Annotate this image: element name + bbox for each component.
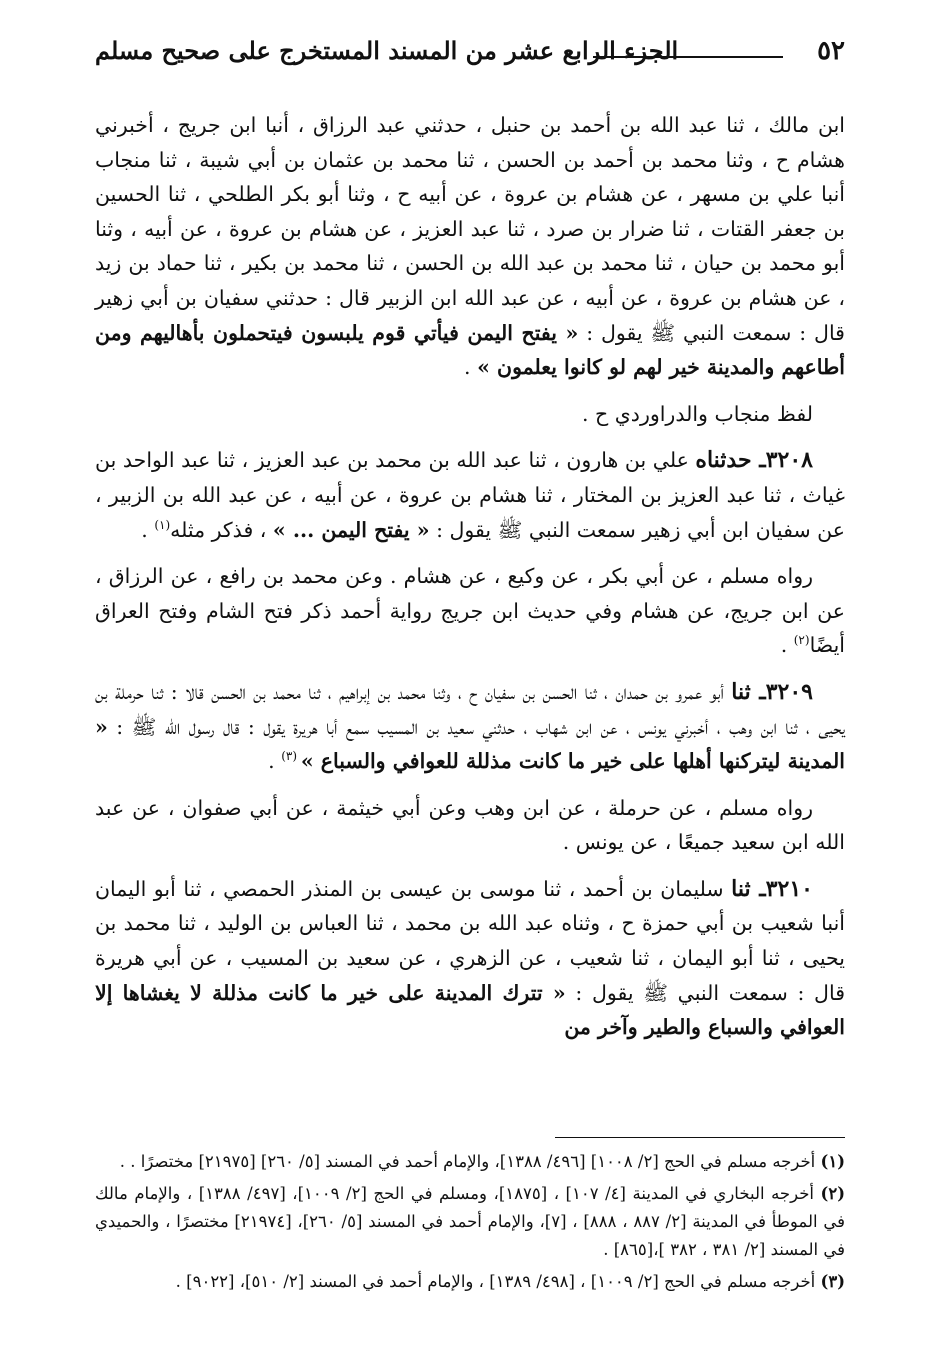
- page-header: [95, 30, 845, 80]
- footnote-ref[interactable]: (١): [154, 517, 171, 532]
- paragraph-end: .: [268, 749, 282, 774]
- footnote-separator: [555, 1137, 845, 1138]
- paragraph-text: ابن مالك ، ثنا عبد الله بن أحمد بن حنبل ، حدثني عبد الرزاق ، أنبا ابن جريج ، أخبرني هشام ح ، وثنا محمد بن أحمد بن الحسن ، ثنا محمد بن عثمان بن أبي شيبة ، ثنا منجاب أنبا علي بن مسهر ، عن هشام بن عروة ، عن أبيه ح ، وثنا أبو بكر الطلحي ، ثنا الحسين بن جعفر القتات ، ثنا ضرار بن صرد ، ثنا عبد العزيز ، عن هشام بن عروة ، عن أبيه ، وثنا أبو محمد بن حيان ، ثنا محمد بن عبد الله بن الحسن ، ثنا محمد بن بكير ، ثنا حماد بن زيد ، عن هشام بن عروة ، عن أبيه ، عن عبد الله ابن الزبير قال : حدثني سفيان بن أبي زهير قال : سمعت النبي ﷺ يقول :: [95, 113, 845, 345]
- hadith-isnad: علي بن هارون ، ثنا عبد الله بن محمد بن عبد العزيز ، ثنا عبد الواحد بن غياث ، ثنا عبد العزيز بن المختار ، ثنا هشام بن عروة ، عن أبيه ، عن عبد الله بن الزبير ، عن سفيان ابن أبي زهير سمعت النبي ﷺ يقول :: [95, 448, 845, 542]
- page-number: ٥٢: [817, 36, 845, 66]
- hadith-number: ٣٢٠٩: [765, 678, 813, 705]
- main-text: [95, 108, 845, 1057]
- footnote-label: (٢): [820, 1184, 846, 1203]
- paragraph-takhrij-3209: [95, 791, 845, 860]
- hadith-lead-word: ـ حدثناه: [695, 447, 766, 474]
- paragraph-text: لفظ منجاب والدراوردي ح .: [581, 401, 813, 426]
- hadith-3208: [95, 443, 845, 547]
- footnote-2: [95, 1180, 845, 1264]
- running-title: الجزء الرابع عشر من المسند المستخرج على صحيح مسلم: [95, 36, 679, 65]
- hadith-isnad: سليمان بن أحمد ، ثنا موسى بن عيسى بن المنذر الحمصي ، ثنا أبو اليمان أنبا شعيب بن أبي حمزة ح ، وثناه عبد الله بن محمد ، ثنا العباس بن الوليد ، ثنا محمد بن يحيى ، ثنا أبو اليمان ، ثنا شعيب ، عن الزهري ، عن سعيد بن المسيب ، عن أبي هريرة قال : سمعت النبي ﷺ يقول :: [95, 876, 845, 1005]
- paragraph-end: .: [464, 355, 478, 380]
- footnote-label: (١): [820, 1152, 845, 1171]
- footnote-3: [95, 1268, 845, 1296]
- paragraph-end: .: [780, 633, 794, 658]
- paragraph-end: .: [141, 517, 155, 542]
- hadith-tail: ، فذكر مثله: [170, 517, 273, 542]
- footnote-text: أخرجه مسلم في الحج [٢/ ١٠٠٩] ، [٤٩٨/ ١٣٨٩] ، والإمام أحمد في المسند [٢/ ٥١٠]، [٩٠٢٢] .: [175, 1272, 816, 1291]
- paragraph-text: رواه مسلم ، عن أبي بكر ، عن وكيع ، عن هشام . وعن محمد بن رافع ، عن الرزاق ، عن ابن جريج، عن هشام وفي حديث ابن جريج رواية أحمد ذكر فتح الشام وفتح العراق أيضًا: [95, 564, 845, 658]
- hadith-3209: [95, 675, 845, 779]
- footnote-text: أخرجه مسلم في الحج [٢/ ١٠٠٨] [٤٩٦/ ١٣٨٨]، والإمام أحمد في المسند [٥/ ٢٦٠] [٢١٩٧٥] مختصرًا . .: [119, 1152, 816, 1171]
- hadith-quote: « المدينة ليتركنها أهلها على خير ما كانت مذللة للعوافي والسباع »: [95, 714, 845, 774]
- footnote-text: أخرجه البخاري في المدينة [٤/ ١٠٧] ، [١٨٧٥]، ومسلم في الحج [٢/ ١٠٠٩]، [٤٩٧/ ١٣٨٨] ، والإمام مالك في الموطأ في المدينة [٢/ ٨٨٧ ، ٨٨٨] ، [٧]، والإمام أحمد في المسند [٥/ ٢٦٠]، [٢١٩٧٤] مختصرًا ، والحميدي في المسند [٢/ ٣٨١ ، ٣٨٢ ]،[٨٦٥] .: [95, 1184, 845, 1259]
- hadith-quote: « تترك المدينة على خير ما كانت مذللة لا يغشاها إلا العوافي والسباع والطير وآخر من: [95, 980, 845, 1040]
- hadith-quote: « يفتح اليمن ... »: [272, 517, 430, 542]
- footnote-label: (٣): [820, 1272, 845, 1291]
- footnote-ref[interactable]: (٢): [793, 633, 810, 648]
- hadith-lead-word: ـ ثنا: [731, 875, 766, 902]
- paragraph-text: رواه مسلم ، عن حرملة ، عن ابن وهب وعن أبي خيثمة ، عن أبي صفوان ، عن عبد الله ابن سعيد جميعًا ، عن يونس .: [95, 795, 845, 855]
- hadith-number: ٣٢٠٨: [765, 447, 813, 474]
- hadith-quote: « يفتح اليمن فيأتي قوم يلبسون فيتحملون بأهاليهم ومن أطاعهم والمدينة خير لهم لو كانوا يعلمون »: [95, 320, 845, 380]
- footnote-1: [95, 1148, 845, 1176]
- paragraph-takhrij-3208: [95, 559, 845, 663]
- paragraph-note: [95, 397, 845, 432]
- hadith-lead-word: ـ ثنا: [731, 678, 766, 705]
- hadith-number: ٣٢١٠: [765, 875, 813, 902]
- footnote-ref[interactable]: (٣): [281, 749, 301, 764]
- paragraph-isnad-continued: [95, 108, 845, 385]
- hadith-isnad: أبو عمرو بن حمدان ، ثنا الحسن بن سفيان ح ، وثنا محمد بن إبراهيم ، ثنا محمد بن الحسن قالا : ثنا حرملة بن يحيى ، ثنا ابن وهب ، أخبرني يونس ، عن ابن شهاب ، حدثني سعيد بن المسيب سمع أبا هريرة يقول : قال رسول الله ﷺ :: [95, 679, 845, 739]
- footnotes: [95, 1148, 845, 1300]
- hadith-3210: [95, 872, 845, 1045]
